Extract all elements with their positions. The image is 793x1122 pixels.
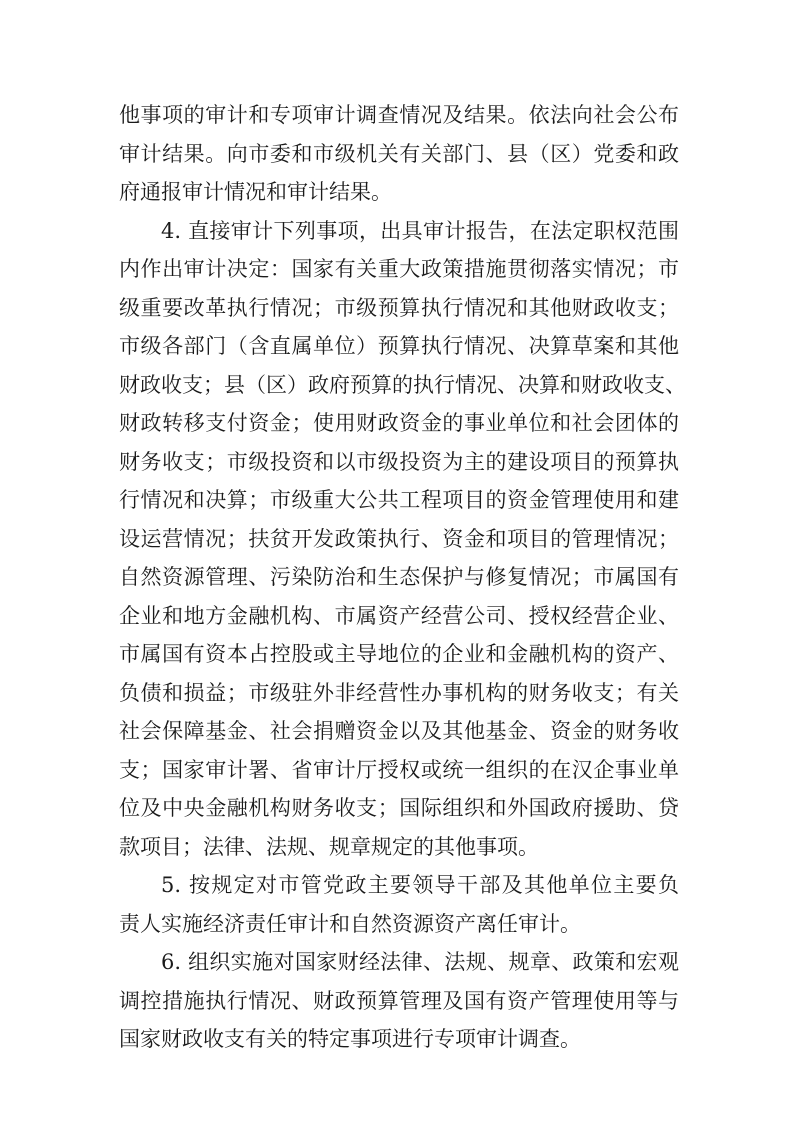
text-line: 国家财政收支有关的特定事项进行专项审计调查。 (119, 1027, 581, 1051)
text-line: 级重要改革执行情况；市级预算执行情况和其他财政收支； (119, 295, 679, 320)
text-line: 负债和损益；市级驻外非经营性办事机构的财务收支；有关 (119, 680, 679, 705)
text-line: 财政转移支付资金；使用财政资金的事业单位和社会团体的 (119, 411, 679, 435)
text-line: 自然资源管理、污染防治和生态保护与修复情况；市属国有 (119, 565, 679, 589)
paragraph-6-start: 6. 组织实施对国家财经法律、法规、规章、政策和宏观 (161, 950, 679, 974)
paragraph-4-start: 4. 直接审计下列事项，出具审计报告，在法定职权范围 (161, 218, 679, 243)
text-line: 市级各部门（含直属单位）预算执行情况、决算草案和其他 (119, 334, 679, 358)
text-line: 社会保障基金、社会捐赠资金以及其他基金、资金的财务收 (119, 719, 679, 743)
paragraph-5-start: 5. 按规定对市管党政主要领导干部及其他单位主要负 (161, 873, 679, 897)
text-line: 市属国有资本占控股或主导地位的企业和金融机构的资产、 (119, 642, 679, 666)
text-line: 支；国家审计署、省审计厅授权或统一组织的在汉企事业单 (119, 757, 679, 782)
text-line: 设运营情况；扶贫开发政策执行、资金和项目的管理情况； (119, 526, 679, 551)
text-line: 款项目；法律、法规、规章规定的其他事项。 (119, 834, 539, 859)
text-line: 位及中央金融机构财务收支；国际组织和外国政府援助、贷 (119, 796, 679, 820)
text-line: 财政收支；县（区）政府预算的执行情况、决算和财政收支、 (119, 372, 686, 397)
text-line: 财务收支；市级投资和以市级投资为主的建设项目的预算执 (119, 449, 679, 474)
text-line: 企业和地方金融机构、市属资产经营公司、授权经营企业、 (119, 603, 679, 628)
text-line: 审计结果。向市委和市级机关有关部门、县（区）党委和政 (119, 141, 679, 166)
text-line: 调控措施执行情况、财政预算管理及国有资产管理使用等与 (119, 988, 679, 1013)
text-line: 责人实施经济责任审计和自然资源资产离任审计。 (119, 911, 581, 936)
body-text (119, 96, 686, 1059)
text-line: 他事项的审计和专项审计调查情况及结果。依法向社会公布 (119, 103, 679, 127)
text-line: 行情况和决算；市级重大公共工程项目的资金管理使用和建 (119, 488, 679, 512)
text-line: 内作出审计决定：国家有关重大政策措施贯彻落实情况；市 (119, 257, 679, 281)
text-line: 府通报审计情况和审计结果。 (119, 180, 392, 204)
